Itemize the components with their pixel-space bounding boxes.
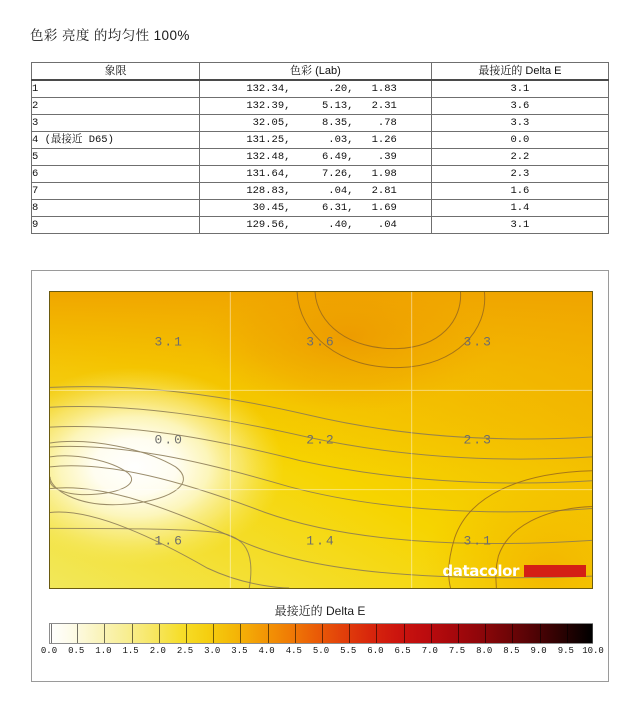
cell-lab-b: 2.31 bbox=[371, 100, 397, 112]
colorbar-tick bbox=[104, 624, 105, 643]
table-row bbox=[32, 80, 609, 98]
colorbar-tick bbox=[51, 624, 52, 643]
contour-value-label: 3.6 bbox=[306, 334, 336, 350]
cell-lab-L: 129.56, bbox=[246, 219, 291, 231]
cell-lab-L: 128.83, bbox=[246, 185, 291, 197]
cell-delta-e: 2.3 bbox=[431, 166, 608, 183]
contour-value-label: 3.1 bbox=[154, 334, 184, 350]
cell-quadrant: 1 bbox=[32, 80, 200, 98]
colorbar-tick-label: 0.0 bbox=[40, 646, 58, 656]
cell-quadrant: 2 bbox=[32, 98, 200, 115]
contour-plot bbox=[49, 291, 593, 589]
cell-delta-e: 3.3 bbox=[431, 115, 608, 132]
colorbar-tick-label: 3.5 bbox=[231, 646, 248, 656]
cell-color-lab bbox=[199, 183, 431, 200]
datacolor-wordmark: datacolor bbox=[442, 562, 519, 580]
colorbar-tick-labels bbox=[40, 646, 604, 660]
contour-value-label: 3.3 bbox=[463, 334, 493, 350]
cell-delta-e: 1.6 bbox=[431, 183, 608, 200]
cell-color-lab bbox=[199, 166, 431, 183]
cell-quadrant: 7 bbox=[32, 183, 200, 200]
colorbar-tick-label: 5.0 bbox=[312, 646, 330, 656]
colorbar-tick bbox=[512, 624, 513, 643]
cell-lab-L: 131.25, bbox=[246, 134, 291, 146]
table-row bbox=[32, 183, 609, 200]
cell-lab-a: 8.35, bbox=[321, 117, 354, 129]
cell-delta-e: 0.0 bbox=[431, 132, 608, 149]
cell-lab-a: 7.26, bbox=[321, 168, 354, 180]
cell-lab-L: 132.48, bbox=[246, 151, 291, 163]
legend-title: 最接近的 Delta E bbox=[274, 604, 366, 618]
table-row bbox=[32, 149, 609, 166]
cell-lab-b: .39 bbox=[377, 151, 397, 163]
cell-lab-b: 1.69 bbox=[371, 202, 397, 214]
cell-lab-b: 2.81 bbox=[371, 185, 397, 197]
colorbar-tick bbox=[268, 624, 269, 643]
cell-lab-L: 30.45, bbox=[252, 202, 291, 214]
contour-value-label: 2.2 bbox=[306, 432, 336, 448]
contour-value-label: 0.0 bbox=[154, 432, 184, 448]
cell-color-lab bbox=[199, 98, 431, 115]
cell-lab-a: 6.31, bbox=[321, 202, 354, 214]
cell-delta-e: 3.6 bbox=[431, 98, 608, 115]
colorbar-tick bbox=[485, 624, 486, 643]
colorbar-tick-label: 6.5 bbox=[394, 646, 411, 656]
colorbar-tick bbox=[404, 624, 405, 643]
contour-surface bbox=[50, 292, 592, 588]
cell-lab-L: 32.05, bbox=[252, 117, 291, 129]
colorbar-tick bbox=[213, 624, 214, 643]
colorbar-tick bbox=[322, 624, 323, 643]
table-header-row bbox=[32, 63, 609, 81]
colorbar-tick bbox=[567, 624, 568, 643]
colorbar-tick-label: 2.0 bbox=[149, 646, 166, 656]
colorbar-tick-label: 2.5 bbox=[176, 646, 194, 656]
cell-quadrant: 4 (最接近 D65) bbox=[32, 132, 200, 149]
cell-quadrant: 9 bbox=[32, 217, 200, 234]
colorbar-tick-label: 8.5 bbox=[503, 646, 520, 656]
colorbar-tick bbox=[376, 624, 377, 643]
cell-color-lab bbox=[199, 132, 431, 149]
header-color-lab: 色彩 (Lab) bbox=[199, 63, 431, 81]
contour-value-label: 2.3 bbox=[463, 432, 493, 448]
colorbar-tick-label: 8.0 bbox=[476, 646, 493, 656]
colorbar-tick bbox=[458, 624, 459, 643]
table-row bbox=[32, 217, 609, 234]
cell-lab-a: .04, bbox=[328, 185, 354, 197]
cell-quadrant: 3 bbox=[32, 115, 200, 132]
table-row bbox=[32, 200, 609, 217]
cell-lab-L: 131.64, bbox=[246, 168, 291, 180]
cell-lab-b: 1.98 bbox=[371, 168, 397, 180]
colorbar-tick-label: 3.0 bbox=[204, 646, 221, 656]
header-quadrant: 象限 bbox=[32, 63, 200, 81]
cell-lab-a: .03, bbox=[328, 134, 354, 146]
colorbar-tick bbox=[240, 624, 241, 643]
delta-e-colorbar bbox=[49, 623, 593, 644]
cell-quadrant: 8 bbox=[32, 200, 200, 217]
colorbar-tick bbox=[132, 624, 133, 643]
cell-color-lab bbox=[199, 115, 431, 132]
contour-svg bbox=[50, 292, 592, 588]
colorbar-tick bbox=[540, 624, 541, 643]
cell-quadrant: 5 bbox=[32, 149, 200, 166]
colorbar-tick bbox=[186, 624, 187, 643]
cell-lab-L: 132.34, bbox=[246, 83, 291, 95]
contour-value-label: 1.6 bbox=[154, 533, 184, 549]
cell-delta-e: 3.1 bbox=[431, 80, 608, 98]
colorbar-tick bbox=[349, 624, 350, 643]
datacolor-logo bbox=[442, 562, 586, 580]
table-row bbox=[32, 132, 609, 149]
colorbar-tick-label: 4.5 bbox=[285, 646, 302, 656]
colorbar-tick bbox=[295, 624, 296, 643]
colorbar-tick-label: 7.0 bbox=[421, 646, 438, 656]
cell-delta-e: 2.2 bbox=[431, 149, 608, 166]
cell-lab-b: 1.83 bbox=[371, 83, 397, 95]
uniformity-table bbox=[31, 62, 609, 234]
cell-quadrant: 6 bbox=[32, 166, 200, 183]
cell-lab-L: 132.39, bbox=[246, 100, 291, 112]
contour-value-label: 1.4 bbox=[306, 533, 336, 549]
colorbar-tick-label: 1.5 bbox=[122, 646, 139, 656]
colorbar-tick-label: 5.5 bbox=[340, 646, 357, 656]
cell-lab-b: .78 bbox=[377, 117, 397, 129]
page-title: 色彩 亮度 的均匀性 100% bbox=[30, 28, 190, 43]
contour-value-label: 3.1 bbox=[463, 533, 493, 549]
colorbar-tick bbox=[77, 624, 78, 643]
header-delta-e: 最接近的 Delta E bbox=[431, 63, 608, 81]
colorbar-tick-label: 0.5 bbox=[68, 646, 85, 656]
uniformity-chart-panel bbox=[31, 270, 609, 682]
colorbar-tick-label: 10.0 bbox=[582, 646, 604, 656]
colorbar-tick-label: 9.5 bbox=[557, 646, 574, 656]
datacolor-bar-icon bbox=[524, 565, 586, 577]
colorbar-tick-label: 7.5 bbox=[448, 646, 466, 656]
cell-lab-a: 6.49, bbox=[321, 151, 354, 163]
colorbar-tick bbox=[592, 624, 593, 643]
colorbar-tick bbox=[159, 624, 160, 643]
table-row bbox=[32, 166, 609, 183]
cell-lab-a: .40, bbox=[328, 219, 354, 231]
table-row bbox=[32, 115, 609, 132]
colorbar-tick-label: 9.0 bbox=[530, 646, 547, 656]
cell-color-lab bbox=[199, 149, 431, 166]
colorbar-tick-label: 1.0 bbox=[95, 646, 112, 656]
cell-lab-a: .20, bbox=[328, 83, 354, 95]
colorbar-tick-label: 4.0 bbox=[258, 646, 275, 656]
colorbar-tick-label: 6.0 bbox=[367, 646, 384, 656]
cell-color-lab bbox=[199, 200, 431, 217]
cell-color-lab bbox=[199, 217, 431, 234]
table-row bbox=[32, 98, 609, 115]
colorbar-tick bbox=[431, 624, 432, 643]
cell-lab-b: .04 bbox=[377, 219, 397, 231]
cell-color-lab bbox=[199, 80, 431, 98]
cell-delta-e: 3.1 bbox=[431, 217, 608, 234]
cell-delta-e: 1.4 bbox=[431, 200, 608, 217]
cell-lab-b: 1.26 bbox=[371, 134, 397, 146]
cell-lab-a: 5.13, bbox=[321, 100, 354, 112]
